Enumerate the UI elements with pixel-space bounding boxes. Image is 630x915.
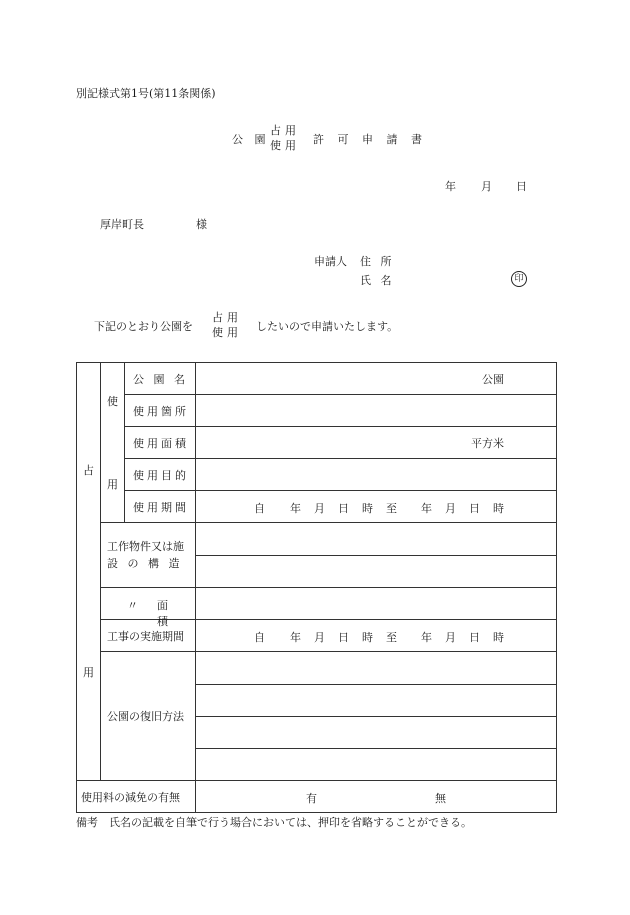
period-field[interactable] [196, 491, 557, 523]
construction-to-year: 年 [421, 631, 432, 644]
area-field[interactable] [196, 427, 557, 459]
construction-period-label: 工事の実施期間 [101, 620, 196, 652]
park-name-suffix: 公園 [482, 372, 504, 386]
table-row [77, 491, 557, 523]
restoration-field-4[interactable] [196, 749, 557, 781]
title-options [270, 123, 300, 153]
table-row [77, 523, 557, 556]
construction-period-field[interactable] [196, 620, 557, 652]
period-from-month: 月 [314, 502, 325, 515]
construction-from-month: 月 [314, 631, 325, 644]
location-field[interactable] [196, 395, 557, 427]
applicant-address-label: 住 所 [360, 255, 395, 268]
construction-to-day: 日 [469, 631, 480, 644]
table-row [77, 427, 557, 459]
remarks-note: 備考 氏名の記載を自筆で行う場合においては、押印を省略することができる。 [76, 816, 472, 829]
statement-options [212, 310, 242, 340]
construction-from-hour: 時 [362, 631, 373, 644]
category-inner-bottom: 用 [107, 478, 118, 491]
structure-field-1[interactable] [196, 523, 557, 556]
structure-label-line1: 工作物件又は施 [107, 540, 184, 553]
date-year-label: 年 [445, 180, 456, 193]
category-use [101, 363, 125, 523]
statement-suffix: したいので申請いたします。 [256, 320, 399, 333]
title-option-occupy: 占用 [270, 124, 300, 137]
table-row [77, 588, 557, 620]
construction-to: 至 [386, 631, 397, 644]
date-day-label: 日 [516, 180, 527, 193]
title-option-use: 使用 [270, 139, 300, 152]
period-to: 至 [386, 502, 397, 515]
ditto-mark: 〃 [127, 599, 138, 612]
period-from-hour: 時 [362, 502, 373, 515]
ditto-area-label [101, 588, 196, 628]
statement-option-occupy: 占用 [212, 311, 242, 324]
category-inner-top: 使 [107, 395, 118, 408]
restoration-label: 公園の復旧方法 [101, 652, 196, 781]
structure-area-field[interactable] [196, 588, 557, 620]
table-row [77, 395, 557, 427]
purpose-label: 使用目的 [125, 459, 196, 491]
structure-label-line2: 設 の 構 造 [107, 557, 183, 570]
table-row [77, 459, 557, 491]
construction-from-year: 年 [290, 631, 301, 644]
title-suffix: 許 可 申 請 書 [313, 133, 427, 146]
period-to-year: 年 [421, 502, 432, 515]
fee-no-option[interactable]: 無 [435, 792, 446, 805]
category-outer-top: 占 [83, 464, 94, 477]
area-label: 使用面積 [125, 427, 196, 459]
period-from-day: 日 [338, 502, 349, 515]
construction-to-month: 月 [445, 631, 456, 644]
fee-exemption-field [196, 781, 557, 813]
restoration-field-2[interactable] [196, 685, 557, 717]
location-label: 使用箇所 [125, 395, 196, 427]
fee-yes-option[interactable]: 有 [306, 792, 317, 805]
restoration-field-3[interactable] [196, 717, 557, 749]
period-from: 自 [254, 502, 265, 515]
ditto-area-text: 面 積 [157, 599, 174, 628]
applicant-label: 申請人 [314, 255, 347, 268]
structure-field-2[interactable] [196, 556, 557, 588]
date-month-label: 月 [481, 180, 492, 193]
period-to-month: 月 [445, 502, 456, 515]
statement-prefix: 下記のとおり公園を [94, 320, 193, 333]
table-row [77, 363, 557, 395]
form-number-label: 別記様式第1号(第11条関係) [76, 87, 216, 100]
fee-exemption-label: 使用料の減免の有無 [77, 781, 196, 813]
park-name-label: 公 園 名 [125, 363, 196, 395]
park-name-field[interactable] [196, 363, 557, 395]
purpose-field[interactable] [196, 459, 557, 491]
seal-mark: 印 [511, 271, 527, 287]
category-occupy-use [77, 363, 101, 781]
table-row [77, 652, 557, 685]
construction-from-day: 日 [338, 631, 349, 644]
table-row [77, 781, 557, 813]
period-label: 使用期間 [125, 491, 196, 523]
table-row [77, 620, 557, 652]
area-unit: 平方米 [471, 436, 504, 450]
structure-label [101, 523, 196, 588]
restoration-field-1[interactable] [196, 652, 557, 685]
period-to-day: 日 [469, 502, 480, 515]
statement-option-use: 使用 [212, 326, 242, 339]
addressee-honorific: 様 [196, 218, 207, 231]
addressee-name: 厚岸町長 [100, 218, 144, 231]
title-prefix: 公 園 [232, 133, 270, 146]
category-outer-bottom: 用 [83, 666, 94, 679]
period-to-hour: 時 [493, 502, 504, 515]
construction-to-hour: 時 [493, 631, 504, 644]
applicant-name-label: 氏 名 [360, 274, 395, 287]
period-from-year: 年 [290, 502, 301, 515]
construction-from: 自 [254, 631, 265, 644]
application-table [76, 362, 557, 813]
